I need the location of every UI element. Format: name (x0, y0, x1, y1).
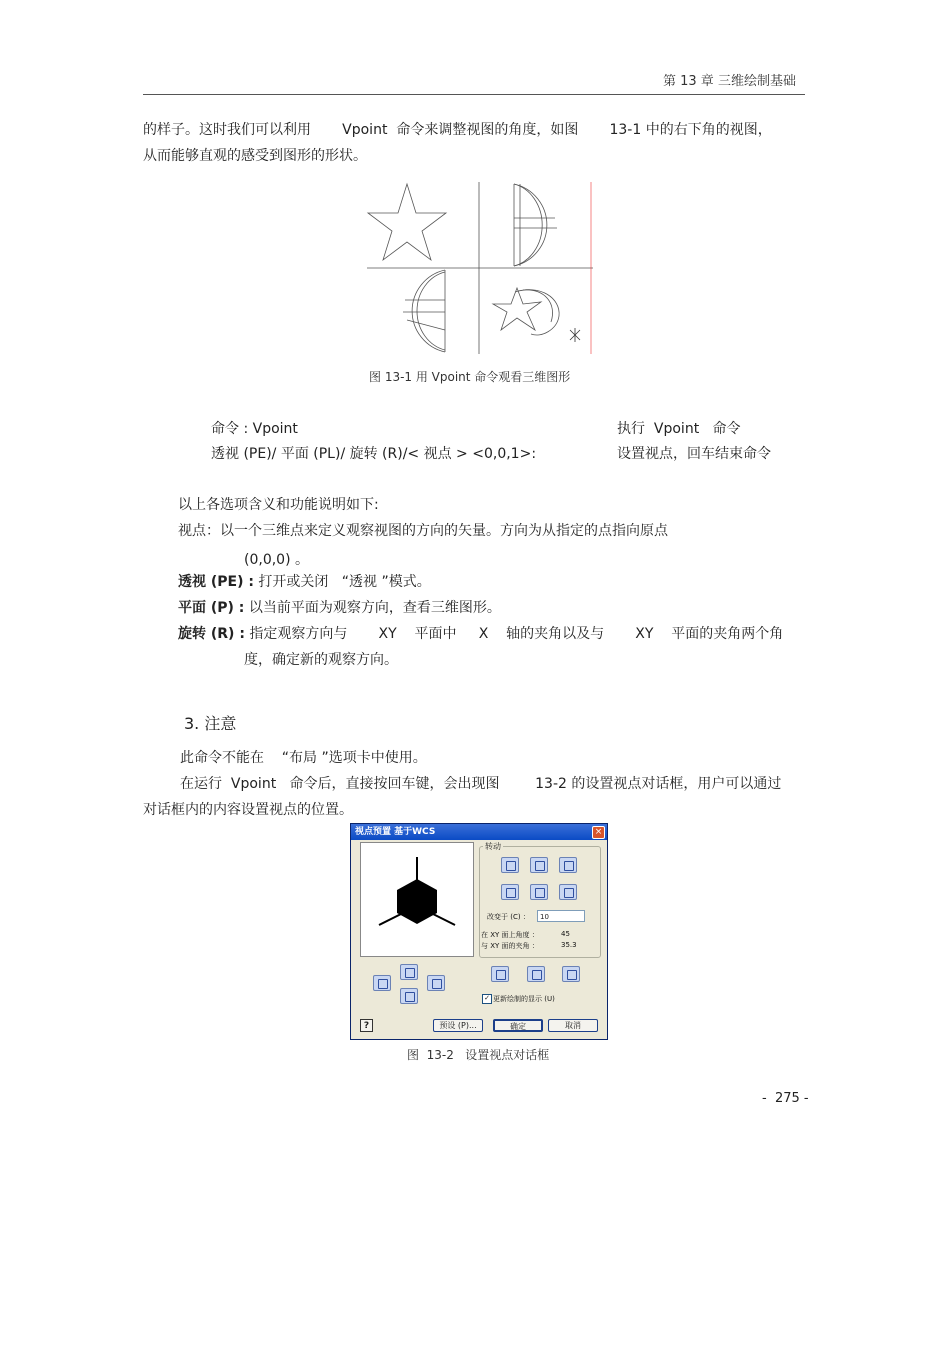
chapter-header: 第 13 章 三维绘制基础 (663, 74, 796, 89)
rotate-up-left-button[interactable] (501, 857, 519, 873)
paragraph-line: 从而能够直观的感受到图形的形状。 (143, 148, 367, 164)
rotate-down-right-button[interactable] (559, 884, 577, 900)
command-options: 透视 (PE)/ 平面 (PL)/ 旋转 (R)/< 视点 > <0,0,1>: (211, 446, 537, 462)
rotate-up-right-button[interactable] (559, 857, 577, 873)
page-number: - 275 - (762, 1091, 809, 1106)
figure-caption: 图 13-2 设置视点对话框 (407, 1048, 550, 1062)
option-perspective (178, 571, 431, 591)
update-display-checkbox[interactable]: ✓ (482, 994, 492, 1004)
view-bottom-button[interactable] (400, 988, 418, 1004)
xy-plane-value: 35.3 (561, 941, 577, 949)
dialog-title: 视点预置 基于WCS (351, 824, 607, 840)
option-plane (178, 597, 501, 617)
command-description: 设置视点，回车结束命令 (617, 446, 771, 462)
viewpoint-preview (360, 842, 474, 957)
axis-icon (570, 328, 580, 342)
section-line: 在运行 Vpoint 命令后，直接按回车键，会出现图 13-2 的设置视点对话框，用户可以通过 (180, 776, 782, 792)
option-rotate (178, 623, 783, 643)
figure-caption: 图 13-1 用 Vpoint 命令观看三维图形 (369, 370, 571, 384)
star-shape (368, 184, 446, 260)
section-heading: 3. 注意 (184, 714, 237, 733)
command-prompt: 命令 : Vpoint (211, 421, 298, 437)
rotate-down-button[interactable] (530, 884, 548, 900)
help-button[interactable]: ? (360, 1019, 373, 1032)
hexagon-axes-icon (361, 843, 473, 956)
cancel-button[interactable]: 取消 (548, 1019, 598, 1032)
option-text: 以当前平面为观察方向，查看三维图形。 (244, 600, 501, 616)
option-rotate-cont: 度，确定新的观察方向。 (244, 652, 398, 668)
half-disc-top-view (514, 184, 557, 266)
zoom-out-button[interactable] (562, 966, 580, 982)
figure-13-1-four-views (365, 180, 595, 356)
view-left-button[interactable] (373, 975, 391, 991)
option-text: 打开或关闭 “透视 ”模式。 (253, 574, 431, 590)
option-viewpoint: 视点：以一个三维点来定义观察视图的方向的矢量。方向为从指定的点指向原点 (178, 523, 668, 539)
xy-angle-value: 45 (561, 930, 570, 938)
section-line: 对话框内的内容设置视点的位置。 (143, 802, 353, 818)
option-label: 平面 (P) : (178, 600, 245, 616)
paragraph-line: 的样子。这时我们可以利用 Vpoint 命令来调整视图的角度，如图 13-1 中的右下角的视图， (143, 122, 772, 138)
increment-label: 改变于 (C) ： (487, 913, 530, 921)
option-text: 指定观察方向与 XY 平面中 X 轴的夹角以及与 XY 平面的夹角两个角 (244, 626, 784, 642)
command-description: 执行 Vpoint 命令 (617, 421, 741, 437)
xy-plane-label: 与 XY 面的夹角 ： (481, 942, 539, 950)
zoom-in-button[interactable] (491, 966, 509, 982)
ok-button[interactable]: 确定 (493, 1019, 543, 1032)
header-rule (143, 94, 805, 95)
half-disc-side-view (403, 270, 445, 352)
zoom-button[interactable] (527, 966, 545, 982)
xy-angle-label: 在 XY 面上角度 ： (481, 931, 539, 939)
viewpoint-preset-dialog (350, 823, 608, 1040)
rotate-up-button[interactable] (530, 857, 548, 873)
preset-button[interactable]: 预设 (P)... (433, 1019, 483, 1032)
group-label: 转动 (485, 842, 501, 851)
view-right-button[interactable] (427, 975, 445, 991)
option-label: 透视 (PE) : (178, 574, 254, 590)
increment-input[interactable]: 10 (537, 910, 585, 922)
option-label: 旋转 (R) : (178, 626, 245, 642)
isometric-star-view (493, 288, 559, 335)
view-top-button[interactable] (400, 964, 418, 980)
close-button[interactable]: × (592, 826, 605, 839)
section-line: 此命令不能在 “布局 ”选项卡中使用。 (180, 750, 427, 766)
option-viewpoint-cont: (0,0,0) 。 (244, 552, 309, 568)
options-intro: 以上各选项含义和功能说明如下: (178, 497, 379, 513)
rotate-down-left-button[interactable] (501, 884, 519, 900)
update-display-label: 更新绘制的显示 (U) (493, 995, 555, 1003)
